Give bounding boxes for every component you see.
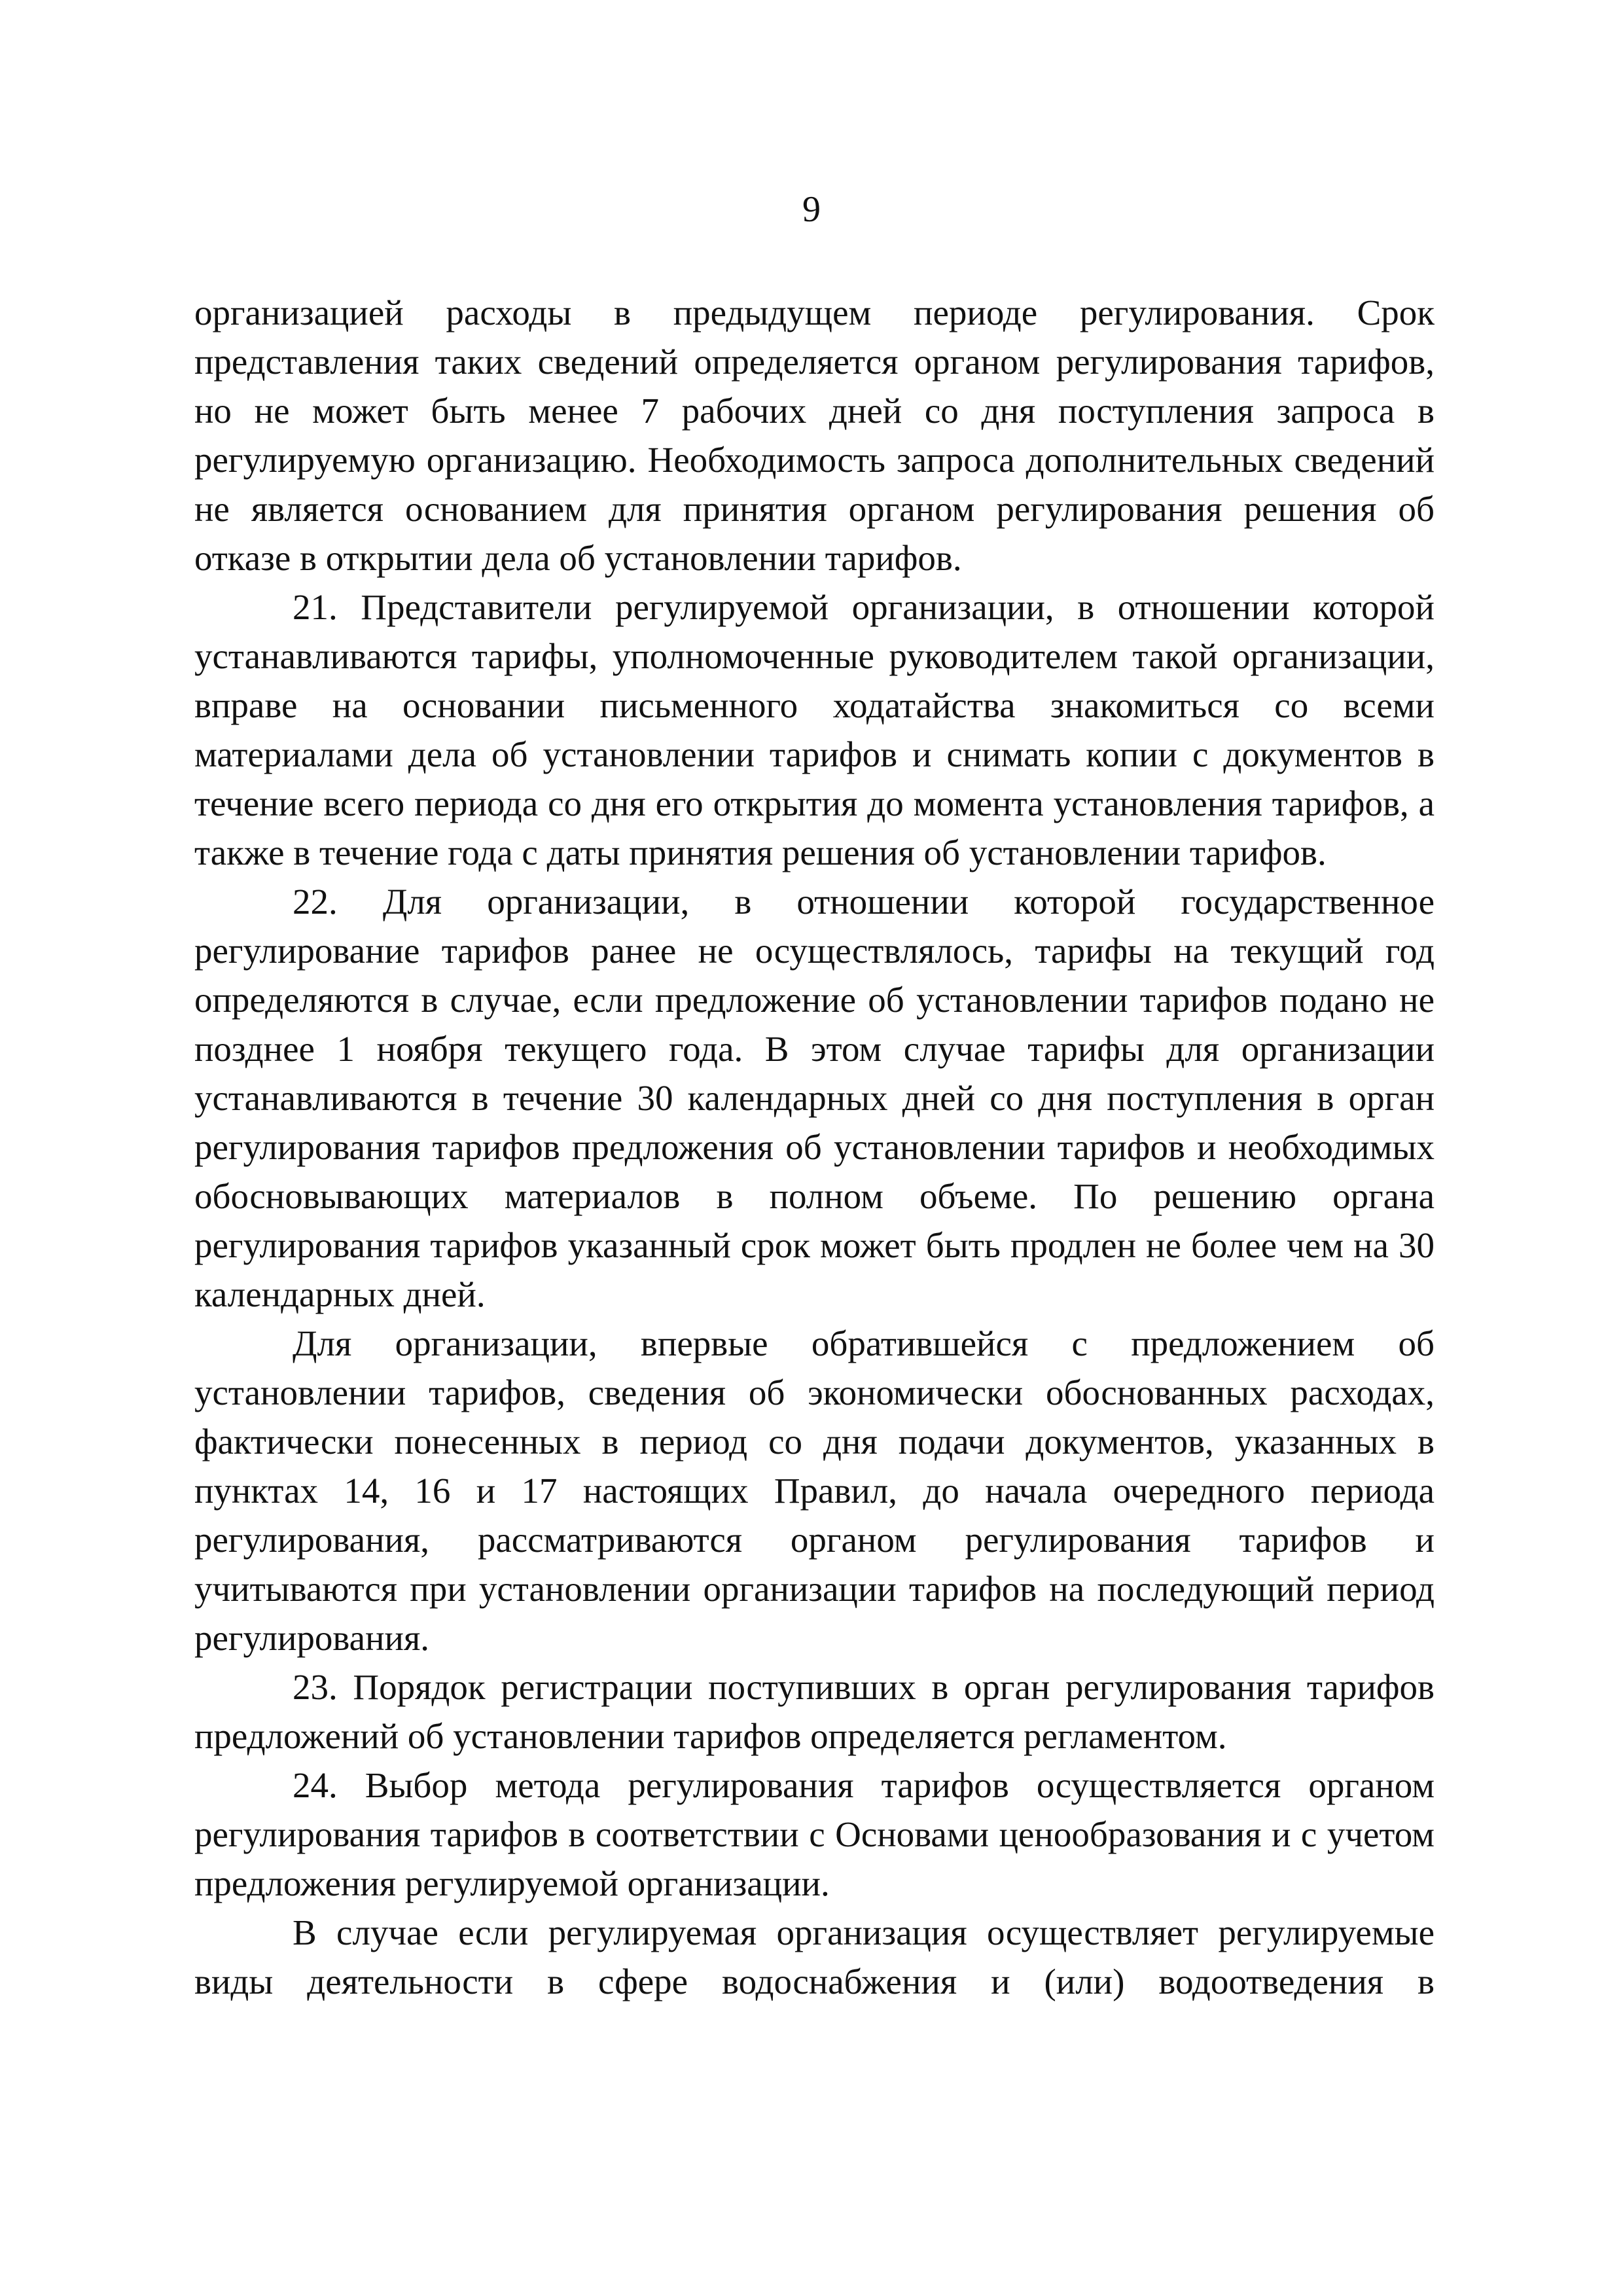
page-number: 9 [802,189,821,230]
paragraph-continuation: организацией расходы в предыдущем периоде регулирования. Срок представления таких сведений определяется органом регулирования тарифов, но не может быть менее 7 рабочих дней со дня поступления запроса в регулируемую организацию. Необходимость запроса дополнительных сведений не является основанием для принятия органом регулирования решения об отказе в открытии дела об установлении тарифов. [194,293,1435,578]
paragraph-water-supply-case: В случае если регулируемая организация осуществляет регулируемые виды деятельности в сфере водоснабжения и (или) водоотведения в [194,1912,1435,2001]
paragraph-clause-24: 24. Выбор метода регулирования тарифов осуществляется органом регулирования тарифов в соответствии с Основами ценообразования и с учетом предложения регулируемой организации. [194,1765,1435,1903]
paragraph-first-time-organization: Для организации, впервые обратившейся с предложением об установлении тарифов, сведения об экономически обоснованных расходах, фактически понесенных в период со дня подачи документов, указанных в пунктах 14, 16 и 17 настоящих Правил, до начала очередного периода регулирования, рассматриваются органом регулирования тарифов и учитываются при установлении организации тарифов на последующий период регулирования. [194,1323,1435,1658]
paragraph-clause-21: 21. Представители регулируемой организации, в отношении которой устанавливаются тарифы, уполномоченные руководителем такой организации, вправе на основании письменного ходатайства знакомиться со всеми материалами дела об установлении тарифов и снимать копии с документов в течение всего периода со дня его открытия до момента установления тарифов, а также в течение года с даты принятия решения об установлении тарифов. [194,587,1435,872]
document-body [194,288,1435,2006]
paragraph-clause-22: 22. Для организации, в отношении которой государственное регулирование тарифов ранее не осуществлялось, тарифы на текущий год определяются в случае, если предложение об установлении тарифов подано не позднее 1 ноября текущего года. В этом случае тарифы для организации устанавливаются в течение 30 календарных дней со дня поступления в орган регулирования тарифов предложения об установлении тарифов и необходимых обосновывающих материалов в полном объеме. По решению органа регулирования тарифов указанный срок может быть продлен не более чем на 30 календарных дней. [194,882,1435,1314]
paragraph-clause-23: 23. Порядок регистрации поступивших в орган регулирования тарифов предложений об установлении тарифов определяется регламентом. [194,1667,1435,1756]
